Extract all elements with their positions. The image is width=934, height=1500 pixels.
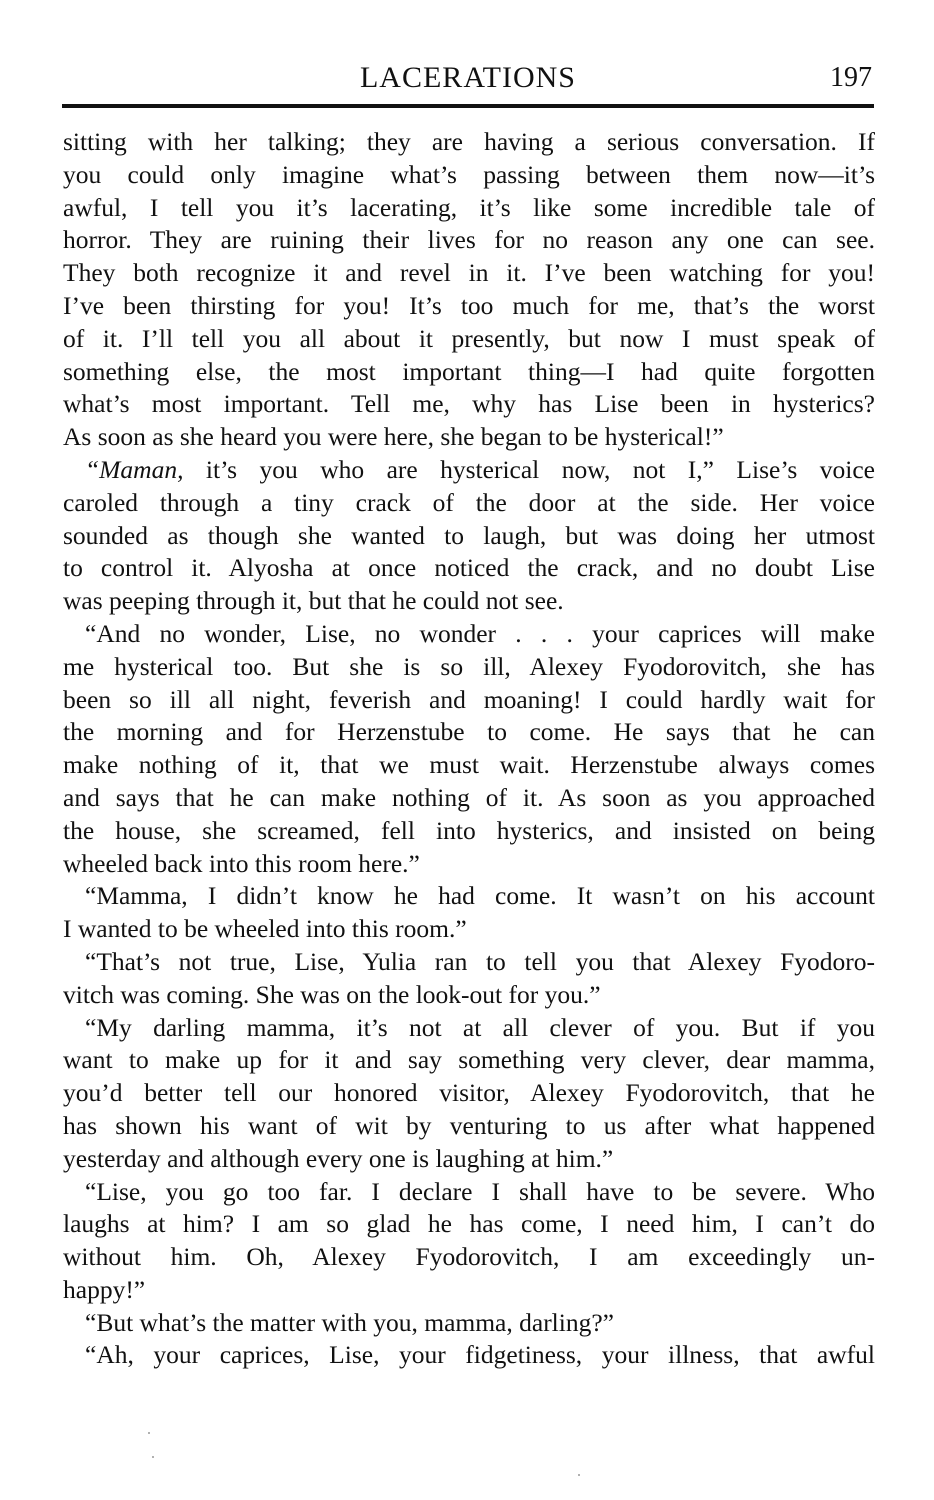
running-head <box>62 58 874 98</box>
text-line: laughs at him? I am so glad he has come, I need him, I can’t do <box>63 1209 875 1239</box>
text-line: make nothing of it, that we must wait. Herzenstube always comes <box>63 750 875 780</box>
text-line: and says that he can make nothing of it. As soon as you approached <box>63 782 875 812</box>
text-line: “Mamma, I didn’t know he had come. It wasn’t on his account <box>85 881 875 911</box>
scan-speck <box>148 1432 150 1434</box>
text-line: wheeled back into this room here.” <box>63 848 420 878</box>
text-line: I wanted to be wheeled into this room.” <box>63 914 467 944</box>
text-line: As soon as she heard you were here, she began to be hysterical!” <box>63 422 724 452</box>
text-line: the house, she screamed, fell into hysterics, and insisted on being <box>63 815 875 845</box>
text-line: I’ve been thirsting for you! It’s too much for me, that’s the worst <box>63 290 875 320</box>
text-line: “But what’s the matter with you, mamma, darling?” <box>85 1307 614 1337</box>
text-line: “Ah, your caprices, Lise, your fidgetiness, your illness, that awful <box>85 1340 875 1370</box>
page-number: 197 <box>830 62 872 93</box>
text-line: “My darling mamma, it’s not at all clever of you. But if you <box>85 1012 875 1042</box>
text-line: been so ill all night, feverish and moaning! I could hardly wait for <box>63 684 875 714</box>
text-line: you’d better tell our honored visitor, Alexey Fyodorovitch, that he <box>63 1078 875 1108</box>
text-line: sitting with her talking; they are having a serious conversation. If <box>63 127 875 156</box>
text-line: of it. I’ll tell you all about it presently, but now I must speak of <box>63 323 875 353</box>
text-line: They both recognize it and revel in it. I’ve been watching for you! <box>63 258 875 288</box>
scan-speck <box>152 1456 154 1458</box>
text-line: was peeping through it, but that he could not see. <box>63 586 564 616</box>
text-line: caroled through a tiny crack of the door at the side. Her voice <box>63 487 875 517</box>
text-line: you could only imagine what’s passing between them now—it’s <box>63 159 875 189</box>
text-line: “That’s not true, Lise, Yulia ran to tell you that Alexey Fyodoro- <box>85 946 875 976</box>
italic-word: “Maman, <box>85 454 184 484</box>
chapter-title: LACERATIONS <box>359 61 576 94</box>
text-line: yesterday and although every one is laughing at him.” <box>63 1143 614 1173</box>
text-line: to control it. Alyosha at once noticed the crack, and no doubt Lise <box>63 553 875 583</box>
line-rest: it’s you who are hysterical now, not I,” Lise’s voice <box>183 454 875 484</box>
header-rule <box>62 104 874 108</box>
text-line <box>63 454 875 487</box>
text-line: sounded as though she wanted to laugh, but was doing her utmost <box>63 520 875 550</box>
text-line: the morning and for Herzenstube to come. He says that he can <box>63 717 875 747</box>
text-line: “Lise, you go too far. I declare I shall have to be severe. Who <box>85 1176 875 1206</box>
text-line: what’s most important. Tell me, why has Lise been in hysterics? <box>63 389 875 419</box>
body-text <box>63 126 875 1372</box>
text-line: has shown his want of wit by venturing to us after what happened <box>63 1110 875 1140</box>
text-line: without him. Oh, Alexey Fyodorovitch, I am exceedingly un- <box>63 1242 875 1272</box>
text-line: vitch was coming. She was on the look-out for you.” <box>63 979 601 1009</box>
text-line: me hysterical too. But she is so ill, Alexey Fyodorovitch, she has <box>63 651 875 681</box>
scan-speck <box>578 1474 580 1476</box>
text-line: awful, I tell you it’s lacerating, it’s like some incredible tale of <box>63 192 875 222</box>
text-line: happy!” <box>63 1274 146 1304</box>
text-line: “And no wonder, Lise, no wonder . . . your caprices will make <box>85 618 875 648</box>
text-line: horror. They are ruining their lives for no reason any one can see. <box>63 225 875 255</box>
text-line: something else, the most important thing—I had quite forgotten <box>63 356 875 386</box>
text-line: want to make up for it and say something very clever, dear mamma, <box>63 1045 875 1075</box>
